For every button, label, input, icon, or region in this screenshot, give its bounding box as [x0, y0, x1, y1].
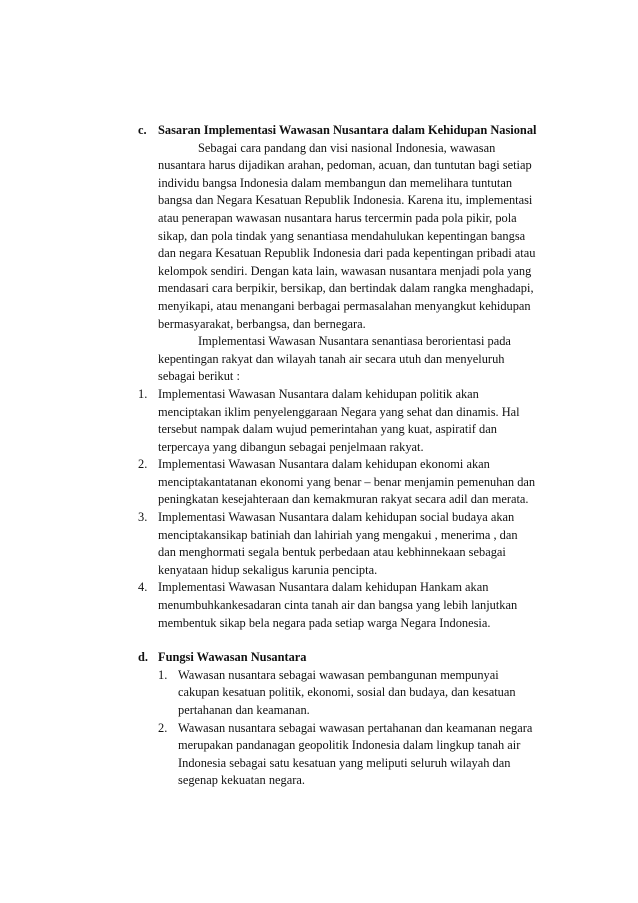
- section-c-list-item-4: [138, 579, 538, 632]
- document-content: [138, 122, 538, 790]
- list-item-text: Implementasi Wawasan Nusantara dalam kehidupan ekonomi akan menciptakantatanan ekonomi yang benar – benar menjamin pemenuhan dan peningkatan kesejahteraan dan kemakmuran rakyat secara adil dan merata.: [158, 457, 536, 507]
- list-item-text: Wawasan nusantara sebagai wawasan pembangunan mempunyai cakupan kesatuan politik, ekonomi, sosial dan budaya, dan kesatuan pertahanan dan keamanan.: [178, 667, 516, 717]
- section-d-marker: d.: [138, 650, 148, 665]
- list-item-text: Wawasan nusantara sebagai wawasan pertahanan dan keamanan negara merupakan pandanagan geopolitik Indonesia dalam lingkup tanah air Indonesia sebagai satu kesatuan yang meliputi seluruh wilayah dan segenap kekuatan negara.: [178, 720, 533, 788]
- section-c-marker: c.: [138, 123, 147, 137]
- section-c: [138, 122, 538, 386]
- section-c-paragraph-2: Implementasi Wawasan Nusantara senantiasa berorientasi pada kepentingan rakyat dan wilayah tanah air secara utuh dan menyeluruh sebagai berikut :: [158, 334, 511, 384]
- list-item-text: Implementasi Wawasan Nusantara dalam kehidupan politik akan menciptakan iklim penyelenggaraan Negara yang sehat dan dinamis. Hal tersebut nampak dalam wujud pemerintahan yang kuat, aspiratif dan terpercaya yang dibangun sebagai penjelmaan rakyat.: [158, 386, 520, 454]
- list-item-number: 1.: [158, 667, 168, 682]
- list-item-number: 2.: [138, 457, 148, 472]
- list-item-number: 1.: [138, 386, 148, 401]
- list-item-text: Implementasi Wawasan Nusantara dalam kehidupan social budaya akan menciptakansikap batiniah dan lahiriah yang mengakui , menerima , dan dan menghormati segala bentuk perbedaan atau kebhinnekaan sebagai kenyataan hidup sekaligus karunia pencipta.: [158, 510, 518, 577]
- list-item-text: Implementasi Wawasan Nusantara dalam kehidupan Hankam akan menumbuhkankesadaran cinta tanah air dan bangsa yang lebih lanjutkan membentuk sikap bela negara pada setiap warga Negara Indonesia.: [158, 580, 518, 630]
- list-item-number: 4.: [138, 580, 148, 595]
- section-d: [138, 649, 538, 790]
- section-c-paragraph-1: Sebagai cara pandang dan visi nasional Indonesia, wawasan nusantara harus dijadikan arahan, pedoman, acuan, dan tuntutan bagi setiap individu bangsa Indonesia dalam membangun dan memelihara tuntutan bangsa dan Negara Kesatuan Republik Indonesia. Karena itu, implementasi atau penerapan wawasan nusantara harus tercermin pada pola pikir, pola sikap, dan pola tindak yang senantiasa mendahulukan kepentingan bangsa dan negara Kesatuan Republik Indonesia dari pada kepentingan pribadi atau kelompok sendiri. Dengan kata lain, wawasan nusantara menjadi pola yang mendasari cara berpikir, bersikap, dan bertindak dalam rangka menghadapi, menyikapi, atau menangani berbagai permasalahan menyangkut kehidupan bermasyarakat, berbangsa, dan bernegara.: [158, 140, 536, 331]
- section-spacer: [138, 632, 538, 649]
- section-c-heading: Sasaran Implementasi Wawasan Nusantara dalam Kehidupan Nasional: [158, 123, 537, 137]
- section-c-list-item-3: [138, 509, 538, 579]
- list-item-number: 3.: [138, 510, 148, 525]
- section-d-heading: Fungsi Wawasan Nusantara: [158, 650, 307, 665]
- section-d-list-item-2: [158, 720, 538, 790]
- section-c-list-item-1: [138, 386, 538, 456]
- section-d-list-item-1: [158, 667, 538, 720]
- section-c-list-item-2: [138, 456, 538, 509]
- list-item-number: 2.: [158, 720, 168, 735]
